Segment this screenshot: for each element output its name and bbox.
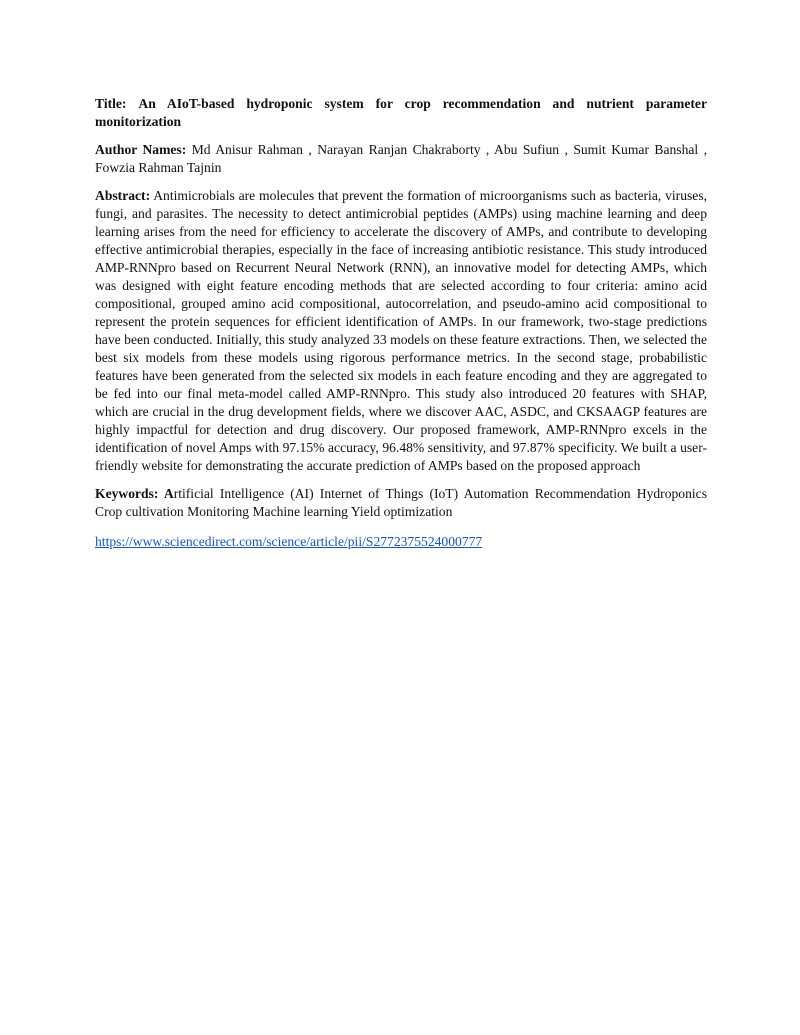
paper-title: An AIoT-based hydroponic system for crop recommendation and nutrient parameter monitorization [95, 96, 708, 129]
authors-label: Author Names: [95, 142, 187, 157]
article-link[interactable]: https://www.sciencedirect.com/science/article/pii/S2772375524000777 [95, 534, 483, 549]
link-paragraph [95, 533, 707, 551]
keywords-text: rtificial Intelligence (AI) Internet of Things (IoT) Automation Recommendation Hydroponics Crop cultivation Monitoring Machine learning Yield optimization [95, 486, 707, 519]
authors-paragraph [95, 141, 707, 177]
keywords-label: Keywords: A [95, 486, 174, 501]
author-names: Md Anisur Rahman , Narayan Ranjan Chakraborty , Abu Sufiun , Sumit Kumar Banshal , Fowzia Rahman Tajnin [95, 142, 707, 175]
title-paragraph [95, 95, 707, 131]
abstract-paragraph [95, 187, 707, 475]
abstract-text: Antimicrobials are molecules that prevent the formation of microorganisms such as bacteria, viruses, fungi, and parasites. The necessity to detect antimicrobial peptides (AMPs) using machine learning and deep learning arises from the need for efficiency to accelerate the discovery of AMPs, and contribute to developing effective antimicrobial therapies, especially in the face of increasing antibiotic resistance. This study introduced AMP-RNNpro based on Recurrent Neural Network (RNN), an innovative model for detecting AMPs, which was designed with eight feature encoding methods that are selected according to four criteria: amino acid compositional, grouped amino acid compositional, autocorrelation, and pseudo-amino acid compositional to represent the protein sequences for efficient identification of AMPs. In our framework, two-stage predictions have been conducted. Initially, this study analyzed 33 models on these feature extractions. Then, we selected the best six models from these models using rigorous performance metrics. In the second stage, probabilistic features have been generated from the selected six models in each feature encoding and they are aggregated to be fed into our final meta-model called AMP-RNNpro. This study also introduced 20 features with SHAP, which are crucial in the drug development fields, where we discover AAC, ASDC, and CKSAAGP features are highly impactful for detection and drug discovery. Our proposed framework, AMP-RNNpro excels in the identification of novel Amps with 97.15% accuracy, 96.48% sensitivity, and 97.87% specificity. We built a user-friendly website for demonstrating the accurate prediction of AMPs based on the proposed approach [95, 188, 708, 473]
abstract-label: Abstract: [95, 188, 151, 203]
title-label: Title: [95, 96, 127, 111]
document-page [95, 95, 707, 561]
keywords-paragraph [95, 485, 707, 521]
